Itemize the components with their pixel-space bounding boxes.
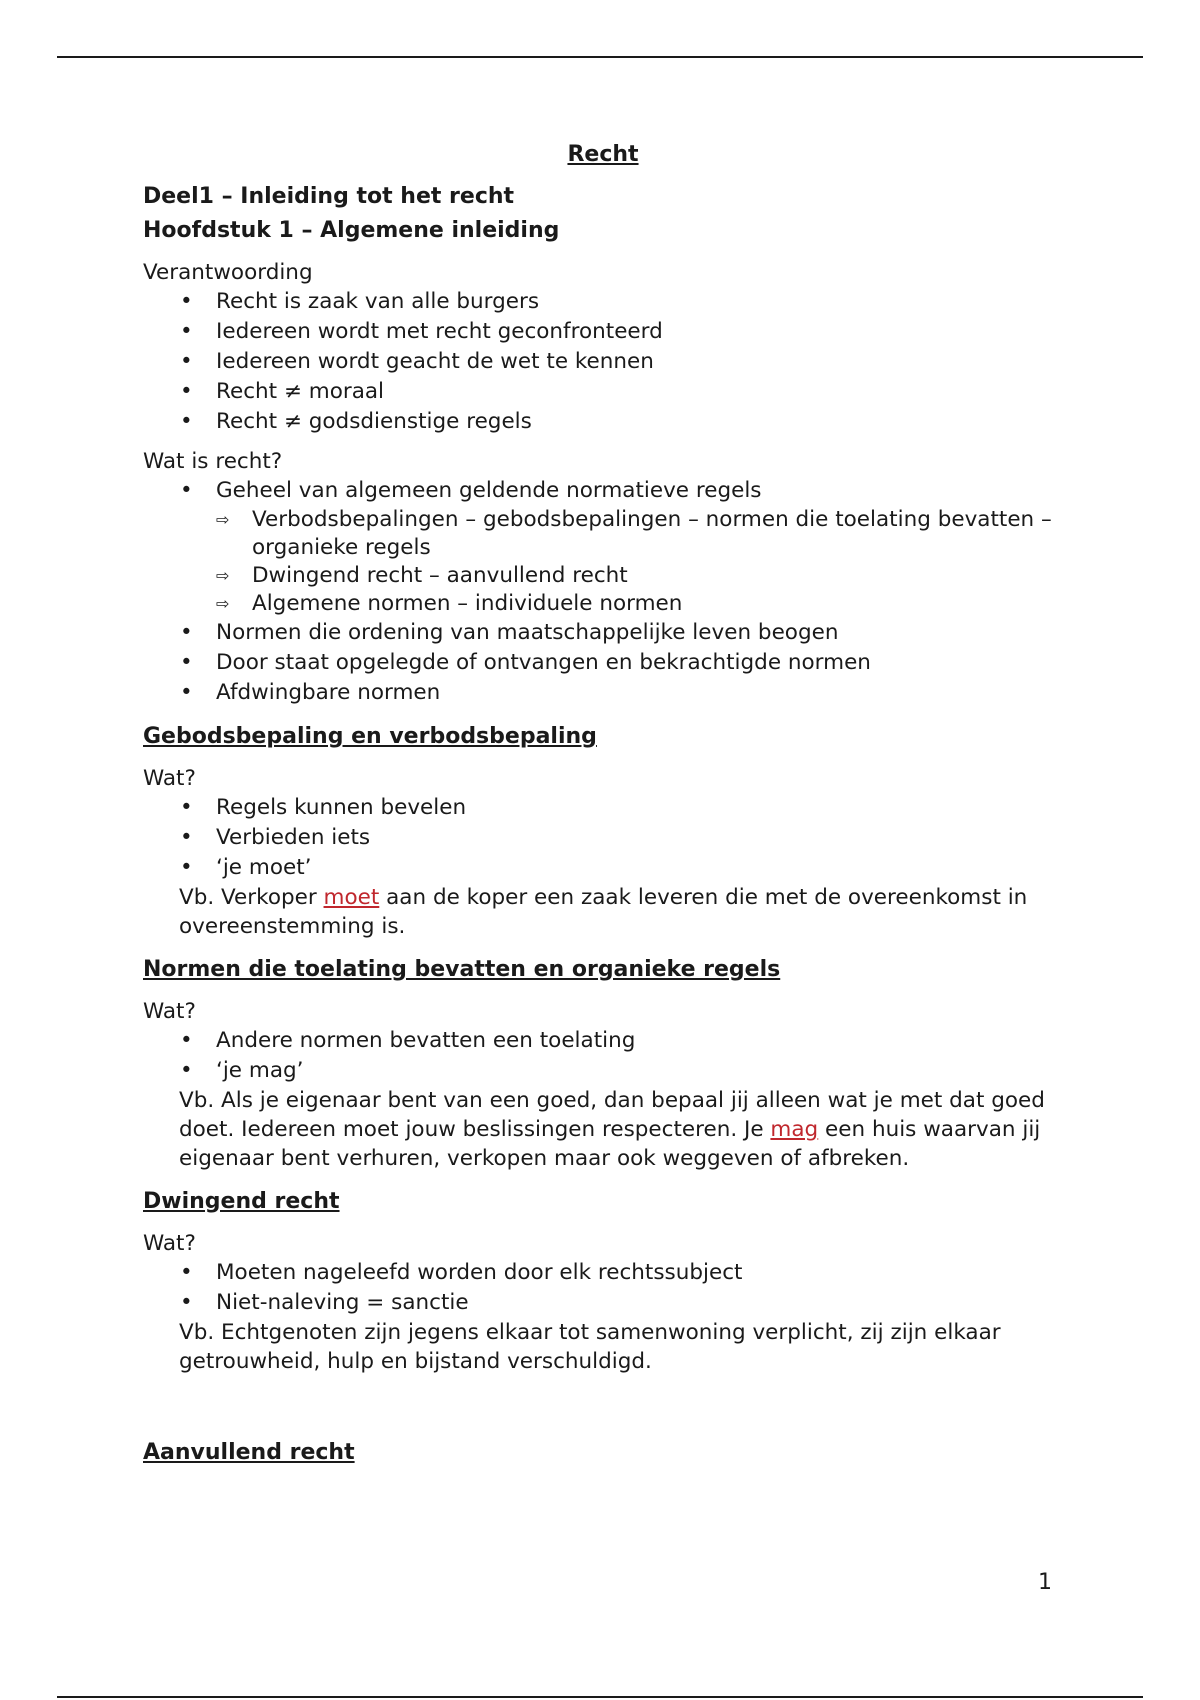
list-item: • ‘je moet’ [143, 853, 1063, 883]
sub-list-item: ⇨ Algemene normen – individuele normen [216, 591, 683, 616]
keyword-highlight: moet [323, 885, 380, 910]
document-body [143, 138, 1063, 1470]
top-rule [57, 56, 1143, 58]
toelating-list [143, 1026, 1063, 1086]
section-heading-toelating: Normen die toelating bevatten en organieke regels [143, 957, 781, 982]
list-item: • Recht ≠ godsdienstige regels [143, 407, 1063, 437]
verantwoording-label: Verantwoording [143, 260, 313, 285]
page-title: Recht [567, 142, 639, 167]
verantwoording-list [143, 287, 1063, 437]
sub-list-item: ⇨ Dwingend recht – aanvullend recht [216, 563, 628, 588]
chapter-heading: Hoofdstuk 1 – Algemene inleiding [143, 218, 560, 243]
page-number: 1 [1038, 1570, 1052, 1595]
sub-list [216, 506, 1063, 618]
list-item: • Door staat opgelegde of ontvangen en bekrachtigde normen [143, 648, 1063, 678]
section-heading-gebod: Gebodsbepaling en verbodsbepaling [143, 724, 597, 749]
toelating-label: Wat? [143, 999, 196, 1024]
list-item: • Regels kunnen bevelen [143, 793, 1063, 823]
bottom-rule [57, 1696, 1143, 1698]
arrow-icon: ⇨ [216, 510, 230, 529]
list-item: • Recht is zaak van alle burgers [143, 287, 1063, 317]
list-item: • Recht ≠ moraal [143, 377, 1063, 407]
section-heading-aanvullend: Aanvullend recht [143, 1440, 355, 1465]
list-item: • Iedereen wordt met recht geconfronteerd [143, 317, 1063, 347]
arrow-icon: ⇨ [216, 594, 230, 613]
wat-is-recht-label: Wat is recht? [143, 449, 283, 474]
arrow-icon: ⇨ [216, 566, 230, 585]
list-item-text: Geheel van algemeen geldende normatieve regels [216, 478, 762, 503]
dwingend-list [143, 1258, 1063, 1318]
list-item: • Niet-naleving = sanctie [143, 1288, 1063, 1318]
list-item: • Andere normen bevatten een toelating [143, 1026, 1063, 1056]
gebod-label: Wat? [143, 766, 196, 791]
dwingend-label: Wat? [143, 1231, 196, 1256]
toelating-example: Vb. Als je eigenaar bent van een goed, dan bepaal jij alleen wat je met dat goed doet. Iedereen moet jouw beslissingen respecteren. Je mag een huis waarvan jij eigenaar bent verhuren, verkopen maar ook weggeven of afbreken. [179, 1088, 1045, 1171]
wat-is-recht-list [143, 476, 1063, 708]
section-heading-dwingend: Dwingend recht [143, 1189, 340, 1214]
list-item: • Verbieden iets [143, 823, 1063, 853]
gebod-example: Vb. Verkoper moet aan de koper een zaak leveren die met de overeenkomst in overeenstemming is. [179, 885, 1028, 939]
dwingend-example: Vb. Echtgenoten zijn jegens elkaar tot samenwoning verplicht, zij zijn elkaar getrouwheid, hulp en bijstand verschuldigd. [179, 1320, 1001, 1374]
list-item: • Moeten nageleefd worden door elk rechtssubject [143, 1258, 1063, 1288]
list-item: • Afdwingbare normen [143, 678, 1063, 708]
sub-list-item: ⇨ Verbodsbepalingen – gebodsbepalingen – normen die toelating bevatten – organieke regels [216, 507, 1052, 560]
list-item: • Iedereen wordt geacht de wet te kennen [143, 347, 1063, 377]
part-heading: Deel1 – Inleiding tot het recht [143, 184, 515, 209]
keyword-highlight: mag [770, 1117, 819, 1142]
list-item: • ‘je mag’ [143, 1056, 1063, 1086]
list-item [143, 476, 1063, 618]
gebod-list [143, 793, 1063, 883]
list-item: • Normen die ordening van maatschappelijke leven beogen [143, 618, 1063, 648]
